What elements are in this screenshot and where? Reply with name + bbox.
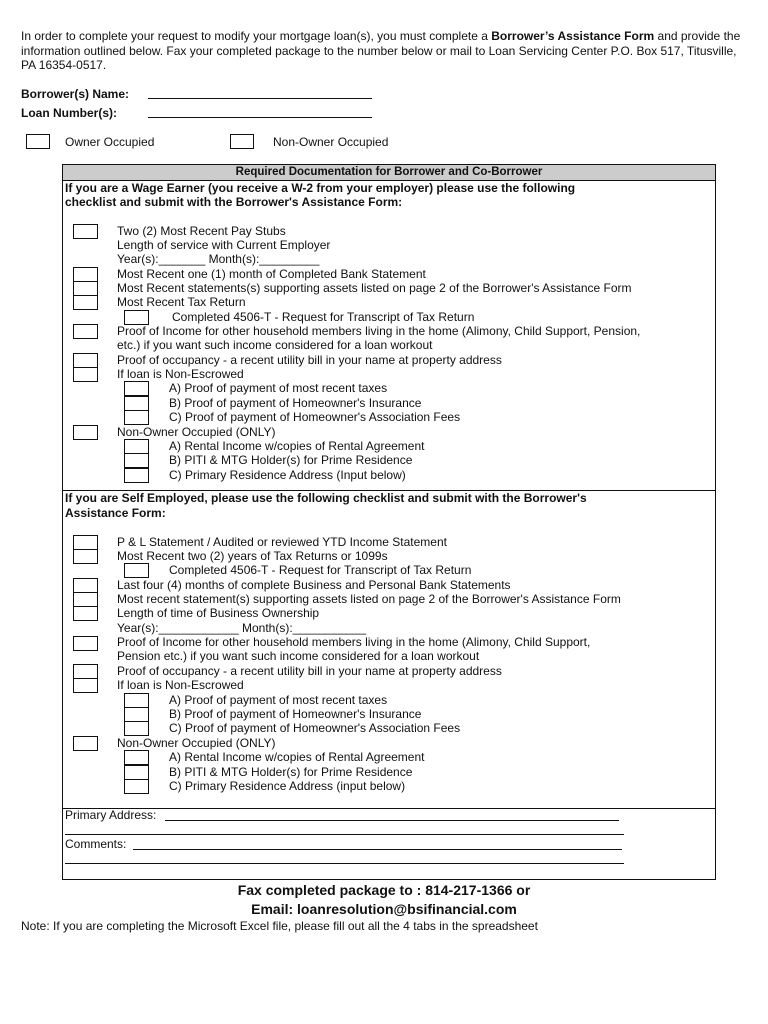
list-item: Length of time of Business Ownership (117, 606, 320, 620)
list-item: Year(s):_______ Month(s):_________ (117, 252, 320, 266)
checkbox-non-owner-occupied[interactable] (73, 425, 98, 440)
list-item: Non-Owner Occupied (ONLY) (117, 425, 276, 439)
list-item: Proof of occupancy - a recent utility bill in your name at property address (117, 353, 502, 367)
checkbox-primary-residence[interactable] (124, 468, 149, 483)
checkbox-non-escrowed[interactable] (73, 367, 98, 382)
checkbox-non-owner-occupied[interactable] (73, 736, 98, 751)
checkbox-asset-statements[interactable] (73, 592, 98, 607)
checkbox-bank-statement[interactable] (73, 267, 98, 282)
checkbox-tax-return[interactable] (73, 295, 98, 310)
table-header: Required Documentation for Borrower and Co-Borrower (62, 164, 716, 181)
list-item: Proof of Income for other household members living in the home (Alimony, Child Support, Pension, (117, 324, 641, 338)
loan-number-field[interactable] (148, 117, 372, 118)
owner-occupied-checkbox[interactable] (26, 134, 50, 149)
checkbox-proof-occupancy[interactable] (73, 353, 98, 368)
list-item: If loan is Non-Escrowed (117, 367, 244, 381)
list-item: Two (2) Most Recent Pay Stubs (117, 224, 286, 238)
wage-earner-heading: checklist and submit with the Borrower's Assistance Form: (65, 195, 403, 209)
list-item: C) Proof of payment of Homeowner's Association Fees (169, 721, 461, 735)
checkbox-primary-residence[interactable] (124, 779, 149, 794)
owner-occupied-label: Owner Occupied (65, 135, 155, 149)
list-item: A) Proof of payment of most recent taxes (169, 381, 388, 395)
borrower-name-label: Borrower(s) Name: (21, 87, 130, 101)
list-item: etc.) if you want such income considered for a loan workout (117, 338, 433, 352)
list-item: Proof of Income for other household members living in the home (Alimony, Child Support, (117, 635, 591, 649)
list-item: Most recent statement(s) supporting assets listed on page 2 of the Borrower's Assistance Form (117, 592, 621, 606)
list-item: A) Rental Income w/copies of Rental Agreement (169, 750, 425, 764)
primary-address-label: Primary Address: (65, 808, 157, 822)
list-item: C) Proof of payment of Homeowner's Association Fees (169, 410, 461, 424)
list-item: Most Recent one (1) month of Completed Bank Statement (117, 267, 426, 281)
checkbox-non-escrowed[interactable] (73, 678, 98, 693)
primary-address-field-line2[interactable] (65, 834, 624, 835)
list-item: Most Recent statements(s) supporting assets listed on page 2 of the Borrower's Assistance Form (117, 281, 632, 295)
intro-text-continued: and provide the information outlined below. Fax your completed package to the number below or mail to Loan Servicing Center P.O. Box 517, Titusville, PA 16354-0517. (21, 29, 741, 72)
checkbox-taxes[interactable] (124, 693, 149, 708)
checkbox-hoa-fees[interactable] (124, 410, 149, 425)
intro-form-name: Borrower’s Assistance Form (491, 29, 655, 43)
checkbox-piti[interactable] (124, 765, 149, 780)
note-text: Note: If you are completing the Microsoft Excel file, please fill out all the 4 tabs in the spreadsheet (21, 919, 538, 933)
non-owner-occupied-checkbox[interactable] (230, 134, 254, 149)
intro-paragraph (21, 29, 741, 73)
checkbox-pl-statement[interactable] (73, 535, 98, 550)
checkbox-piti[interactable] (124, 453, 149, 468)
non-owner-occupied-label: Non-Owner Occupied (273, 135, 389, 149)
checkbox-insurance[interactable] (124, 396, 149, 411)
list-item: Year(s):____________ Month(s):___________ (117, 621, 367, 635)
email-line: Email: loanresolution@bsifinancial.com (251, 901, 517, 917)
intro-text: In order to complete your request to modify your mortgage loan(s), you must complete a (21, 29, 492, 43)
list-item: B) PITI & MTG Holder(s) for Prime Residence (169, 765, 413, 779)
list-item: Non-Owner Occupied (ONLY) (117, 736, 276, 750)
wage-earner-heading: If you are a Wage Earner (you receive a W-2 from your employer) please use the following (65, 181, 576, 195)
checkbox-4506t[interactable] (124, 310, 149, 325)
checkbox-rental-income[interactable] (124, 439, 149, 454)
list-item: B) Proof of payment of Homeowner's Insurance (169, 396, 422, 410)
checkbox-taxes[interactable] (124, 381, 149, 396)
comments-field-line2[interactable] (65, 863, 624, 864)
checkbox-tax-returns[interactable] (73, 549, 98, 564)
checkbox-asset-statements[interactable] (73, 281, 98, 296)
fax-line: Fax completed package to : 814-217-1366 or (237, 882, 531, 898)
borrower-name-field[interactable] (148, 98, 372, 99)
list-item: Last four (4) months of complete Business and Personal Bank Statements (117, 578, 511, 592)
comments-field[interactable] (133, 849, 622, 850)
list-item: If loan is Non-Escrowed (117, 678, 244, 692)
checkbox-business-ownership[interactable] (73, 606, 98, 621)
list-item: Completed 4506-T - Request for Transcript of Tax Return (172, 310, 475, 324)
checkbox-4506t[interactable] (124, 563, 149, 578)
checkbox-hoa-fees[interactable] (124, 721, 149, 736)
checkbox-household-income[interactable] (73, 324, 98, 339)
list-item: Most Recent Tax Return (117, 295, 246, 309)
list-item: Length of service with Current Employer (117, 238, 331, 252)
list-item: Most Recent two (2) years of Tax Returns or 1099s (117, 549, 388, 563)
list-item: A) Proof of payment of most recent taxes (169, 693, 388, 707)
list-item: B) PITI & MTG Holder(s) for Prime Residence (169, 453, 413, 467)
section-divider (62, 808, 716, 809)
self-employed-heading: If you are Self Employed, please use the following checklist and submit with the Borrower's (65, 491, 587, 505)
list-item: C) Primary Residence Address (Input below) (169, 468, 406, 482)
loan-number-label: Loan Number(s): (21, 106, 117, 120)
comments-label: Comments: (65, 837, 127, 851)
list-item: P & L Statement / Audited or reviewed YTD Income Statement (117, 535, 447, 549)
list-item: Completed 4506-T - Request for Transcript of Tax Return (169, 563, 472, 577)
list-item: Pension etc.) if you want such income considered for a loan workout (117, 649, 480, 663)
list-item: B) Proof of payment of Homeowner's Insurance (169, 707, 422, 721)
self-employed-heading: Assistance Form: (65, 506, 166, 520)
checkbox-rental-income[interactable] (124, 750, 149, 765)
list-item: Proof of occupancy - a recent utility bill in your name at property address (117, 664, 502, 678)
checkbox-insurance[interactable] (124, 707, 149, 722)
list-item: C) Primary Residence Address (input below) (169, 779, 406, 793)
checkbox-proof-occupancy[interactable] (73, 664, 98, 679)
checkbox-household-income[interactable] (73, 636, 98, 651)
checkbox-bank-statements[interactable] (73, 578, 98, 593)
checkbox-pay-stubs[interactable] (73, 224, 98, 239)
list-item: A) Rental Income w/copies of Rental Agreement (169, 439, 425, 453)
primary-address-field[interactable] (165, 820, 619, 821)
